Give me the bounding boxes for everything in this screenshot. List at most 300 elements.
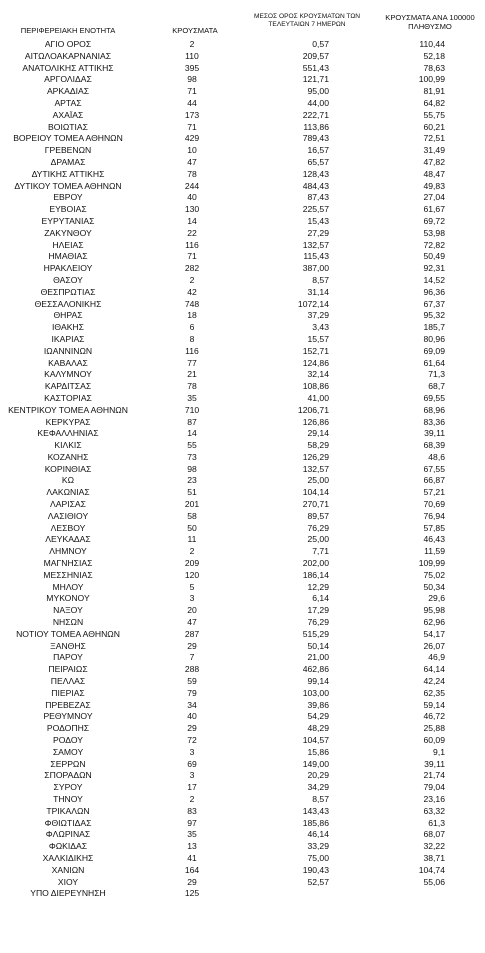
cases-cell: 116 [185, 345, 199, 356]
cases-cell: 73 [187, 451, 197, 462]
region-cell: ΧΑΛΚΙΔΙΚΗΣ [42, 852, 94, 863]
avg7-cell: 3,43 [312, 322, 329, 333]
per100k-cell: 57,85 [423, 522, 445, 533]
per100k-cell: 68,39 [423, 440, 445, 451]
cases-cell: 71 [187, 251, 197, 262]
per100k-cell: 39,11 [424, 428, 445, 439]
table-row [0, 452, 485, 464]
per100k-cell: 46,43 [423, 534, 445, 545]
per100k-cell: 79,04 [423, 782, 445, 793]
region-cell: ΠΕΛΛΑΣ [50, 676, 86, 687]
table-row [0, 570, 485, 582]
per100k-cell: 38,71 [423, 852, 445, 863]
region-cell: ΣΥΡΟΥ [53, 782, 83, 793]
region-cell: ΑΡΤΑΣ [54, 97, 82, 108]
per100k-cell: 75,02 [423, 569, 445, 580]
per100k-cell: 64,14 [423, 664, 445, 675]
per100k-cell: 27,04 [423, 192, 445, 203]
avg7-cell: 75,00 [307, 852, 329, 863]
cases-cell: 22 [187, 227, 197, 238]
per100k-cell: 14,52 [423, 274, 445, 285]
per100k-cell: 80,96 [423, 333, 445, 344]
avg7-cell: 1072,14 [297, 298, 329, 309]
region-cell: ΧΑΝΙΩΝ [51, 864, 85, 875]
per100k-cell: 92,31 [423, 263, 445, 274]
region-cell: ΚΕΝΤΡΙΚΟΥ ΤΟΜΕΑ ΑΘΗΝΩΝ [8, 404, 128, 415]
cases-cell: 98 [187, 463, 197, 474]
table-row [0, 405, 485, 417]
per100k-cell: 72,51 [423, 133, 445, 144]
cases-cell: 78 [187, 381, 197, 392]
region-cell: ΠΙΕΡΙΑΣ [51, 687, 85, 698]
region-cell: ΑΡΚΑΔΙΑΣ [46, 86, 90, 97]
cases-cell: 97 [187, 817, 197, 828]
region-cell: ΣΠΟΡΑΔΩΝ [44, 770, 92, 781]
region-cell: ΘΕΣΠΡΩΤΙΑΣ [40, 286, 96, 297]
avg7-cell: 54,29 [307, 711, 329, 722]
per100k-cell: 39,11 [424, 758, 445, 769]
avg7-cell: 12,29 [307, 581, 329, 592]
region-cell: ΡΕΘΥΜΝΟΥ [43, 711, 93, 722]
per100k-cell: 48,6 [428, 451, 445, 462]
per100k-cell: 69,72 [423, 215, 445, 226]
avg7-cell: 113,86 [303, 121, 329, 132]
region-cell: ΥΠΟ ΔΙΕΡΕΥΝΗΣΗ [30, 888, 106, 899]
avg7-cell: 87,43 [307, 192, 329, 203]
avg7-cell: 41,00 [307, 392, 329, 403]
per100k-cell: 54,17 [423, 628, 445, 639]
region-cell: ΦΛΩΡΙΝΑΣ [45, 829, 91, 840]
per100k-cell: 109,99 [418, 558, 445, 569]
table-row [0, 652, 485, 664]
cases-cell: 29 [187, 640, 197, 651]
table-row [0, 700, 485, 712]
avg7-cell: 484,43 [302, 180, 329, 191]
table-row [0, 888, 485, 900]
avg7-cell: 1206,71 [297, 404, 329, 415]
avg7-cell: 185,86 [302, 817, 329, 828]
avg7-cell: 121,71 [302, 74, 329, 85]
region-cell: ΣΕΡΡΩΝ [50, 758, 86, 769]
per100k-cell: 9,1 [433, 746, 445, 757]
region-cell: ΗΡΑΚΛΕΙΟΥ [43, 263, 93, 274]
cases-cell: 14 [187, 215, 197, 226]
per100k-cell: 67,37 [423, 298, 445, 309]
cases-cell: 44 [187, 97, 197, 108]
region-cell: ΛΑΣΙΘΙΟΥ [47, 510, 89, 521]
cases-cell: 78 [187, 168, 197, 179]
region-cell: ΔΥΤΙΚΗΣ ΑΤΤΙΚΗΣ [31, 168, 105, 179]
table-row [0, 381, 485, 393]
region-cell: ΛΕΣΒΟΥ [50, 522, 86, 533]
cases-cell: 8 [189, 333, 195, 344]
table-row [0, 546, 485, 558]
cases-cell: 288 [184, 664, 200, 675]
table-row [0, 133, 485, 145]
table-row [0, 310, 485, 322]
per100k-cell: 96,36 [423, 286, 445, 297]
table-row [0, 334, 485, 346]
avg7-cell: 132,57 [302, 463, 329, 474]
table-row [0, 735, 485, 747]
region-cell: ΣΑΜΟΥ [52, 746, 84, 757]
header-7day-average: ΜΕΣΟΣ ΟΡΟΣ ΚΡΟΥΣΜΑΤΩΝ ΤΩΝ ΤΕΛΕΥΤΑΙΩΝ 7 ΗΜΕΡΩΝ [253, 13, 361, 28]
region-cell: ΙΚΑΡΙΑΣ [51, 333, 85, 344]
table-row [0, 806, 485, 818]
per100k-cell: 57,21 [423, 487, 445, 498]
per100k-cell: 104,74 [418, 864, 445, 875]
avg7-cell: 15,86 [307, 746, 329, 757]
cases-cell: 29 [187, 876, 197, 887]
table-row [0, 499, 485, 511]
region-cell: ΕΥΡΥΤΑΝΙΑΣ [41, 215, 95, 226]
cases-cell: 41 [187, 852, 197, 863]
avg7-cell: 32,14 [307, 369, 329, 380]
per100k-cell: 50,49 [423, 251, 445, 262]
table-row [0, 346, 485, 358]
cases-cell: 55 [187, 440, 197, 451]
table-row [0, 358, 485, 370]
table-row [0, 558, 485, 570]
per100k-cell: 71,3 [428, 369, 445, 380]
per100k-cell: 67,55 [423, 463, 445, 474]
table-row [0, 157, 485, 169]
avg7-cell: 46,14 [307, 829, 329, 840]
cases-cell: 120 [184, 569, 200, 580]
table-row [0, 676, 485, 688]
region-cell: ΜΕΣΣΗΝΙΑΣ [43, 569, 93, 580]
per100k-cell: 53,98 [423, 227, 445, 238]
cases-cell: 18 [187, 310, 197, 321]
cases-cell: 17 [187, 782, 197, 793]
region-cell: ΚΑΛΥΜΝΟΥ [44, 369, 92, 380]
table-row [0, 617, 485, 629]
cases-cell: 116 [185, 239, 199, 250]
table-row [0, 782, 485, 794]
per100k-cell: 70,69 [423, 499, 445, 510]
region-cell: ΚΑΒΑΛΑΣ [48, 357, 88, 368]
table-row [0, 63, 485, 75]
region-cell: ΜΥΚΟΝΟΥ [46, 593, 90, 604]
region-cell: ΙΘΑΚΗΣ [52, 322, 84, 333]
table-row [0, 263, 485, 275]
table-row [0, 369, 485, 381]
avg7-cell: 6,14 [312, 593, 329, 604]
avg7-cell: 58,29 [307, 440, 329, 451]
avg7-cell: 115,43 [303, 251, 329, 262]
cases-cell: 164 [184, 864, 200, 875]
region-cell: ΚΟΖΑΝΗΣ [47, 451, 89, 462]
table-row [0, 593, 485, 605]
per100k-cell: 61,67 [423, 204, 445, 215]
avg7-cell: 387,00 [302, 263, 329, 274]
region-cell: ΧΙΟΥ [57, 876, 79, 887]
avg7-cell: 462,86 [302, 664, 329, 675]
per100k-cell: 52,18 [423, 50, 445, 61]
cases-cell: 110 [185, 50, 199, 61]
table-row [0, 523, 485, 535]
cases-cell: 77 [187, 357, 197, 368]
table-row [0, 74, 485, 86]
per100k-cell: 46,9 [428, 652, 445, 663]
table-row [0, 39, 485, 51]
avg7-cell: 104,57 [302, 735, 329, 746]
avg7-cell: 15,43 [307, 215, 329, 226]
avg7-cell: 33,29 [307, 841, 329, 852]
region-cell: ΠΕΙΡΑΙΩΣ [48, 664, 88, 675]
region-cell: ΔΡΑΜΑΣ [50, 156, 86, 167]
table-row [0, 829, 485, 841]
table-row [0, 216, 485, 228]
cases-cell: 83 [187, 805, 197, 816]
table-row [0, 475, 485, 487]
avg7-cell: 126,86 [302, 416, 329, 427]
avg7-cell: 551,43 [302, 62, 329, 73]
avg7-cell: 124,86 [302, 357, 329, 368]
table-row [0, 275, 485, 287]
avg7-cell: 25,00 [307, 534, 329, 545]
cases-cell: 395 [184, 62, 200, 73]
region-cell: ΤΗΝΟΥ [53, 794, 83, 804]
per100k-cell: 69,55 [423, 392, 445, 403]
per100k-cell: 50,34 [423, 581, 445, 592]
table-row [0, 110, 485, 122]
region-cell: ΕΥΒΟΙΑΣ [49, 204, 87, 215]
table-row [0, 747, 485, 759]
avg7-cell: 25,00 [307, 475, 329, 486]
per100k-cell: 55,75 [423, 109, 445, 120]
table-row [0, 818, 485, 830]
region-cell: ΚΟΡΙΝΘΙΑΣ [44, 463, 92, 474]
cases-cell: 201 [184, 499, 200, 510]
avg7-cell: 16,57 [307, 145, 329, 156]
table-row [0, 181, 485, 193]
avg7-cell: 270,71 [302, 499, 329, 510]
avg7-cell: 126,29 [302, 451, 329, 462]
cases-cell: 59 [187, 676, 197, 687]
region-cell: ΚΙΛΚΙΣ [54, 440, 82, 451]
table-row [0, 711, 485, 723]
cases-cell: 3 [189, 770, 195, 781]
region-cell: ΡΟΔΟΥ [53, 735, 83, 746]
per100k-cell: 185,7 [423, 322, 445, 333]
per100k-cell: 69,09 [423, 345, 445, 356]
per100k-cell: 95,32 [423, 310, 445, 321]
cases-cell: 50 [187, 522, 197, 533]
table-row [0, 440, 485, 452]
cases-cell: 2 [189, 274, 195, 285]
avg7-cell: 186,14 [302, 569, 329, 580]
table-row [0, 322, 485, 334]
avg7-cell: 152,71 [302, 345, 329, 356]
avg7-cell: 8,57 [312, 794, 329, 804]
region-cell: ΘΑΣΟΥ [53, 274, 83, 285]
avg7-cell: 222,71 [302, 109, 329, 120]
table-row [0, 841, 485, 853]
per100k-cell: 55,06 [423, 876, 445, 887]
per100k-cell: 26,07 [423, 640, 445, 651]
table-row [0, 122, 485, 134]
table-row [0, 145, 485, 157]
avg7-cell: 44,00 [307, 97, 329, 108]
cases-cell: 40 [187, 192, 197, 203]
avg7-cell: 76,29 [307, 617, 329, 628]
region-cell: ΑΓΙΟ ΟΡΟΣ [44, 39, 92, 49]
table-row [0, 287, 485, 299]
avg7-cell: 50,14 [307, 640, 329, 651]
region-cell: ΦΘΙΩΤΙΔΑΣ [44, 817, 92, 828]
per100k-cell: 23,16 [423, 794, 445, 804]
table-row [0, 511, 485, 523]
avg7-cell: 15,57 [307, 333, 329, 344]
table-row [0, 51, 485, 63]
per100k-cell: 62,35 [423, 687, 445, 698]
cases-cell: 34 [187, 699, 197, 710]
cases-cell: 47 [187, 617, 197, 628]
region-cell: ΒΟΙΩΤΙΑΣ [48, 121, 88, 132]
avg7-cell: 65,57 [307, 156, 329, 167]
cases-cell: 87 [187, 416, 197, 427]
region-cell: ΘΕΣΣΑΛΟΝΙΚΗΣ [34, 298, 102, 309]
per100k-cell: 47,82 [423, 156, 445, 167]
avg7-cell: 103,00 [302, 687, 329, 698]
per100k-cell: 61,3 [428, 817, 445, 828]
table-row [0, 794, 485, 806]
table-header [0, 13, 485, 39]
cases-cell: 72 [187, 735, 197, 746]
cases-cell: 748 [184, 298, 200, 309]
per100k-cell: 66,87 [423, 475, 445, 486]
cases-cell: 35 [187, 392, 197, 403]
per100k-cell: 100,99 [418, 74, 445, 85]
region-cell: ΚΑΡΔΙΤΣΑΣ [44, 381, 92, 392]
avg7-cell: 104,14 [302, 487, 329, 498]
avg7-cell: 190,43 [302, 864, 329, 875]
cases-cell: 429 [184, 133, 200, 144]
region-cell: ΤΡΙΚΑΛΩΝ [46, 805, 90, 816]
per100k-cell: 42,24 [423, 676, 445, 687]
table-row [0, 299, 485, 311]
avg7-cell: 76,29 [307, 522, 329, 533]
table-row [0, 192, 485, 204]
avg7-cell: 20,29 [307, 770, 329, 781]
table-row [0, 865, 485, 877]
region-cell: ΓΡΕΒΕΝΩΝ [44, 145, 92, 156]
avg7-cell: 225,57 [302, 204, 329, 215]
avg7-cell: 143,43 [302, 805, 329, 816]
region-cell: ΝΗΣΩΝ [52, 617, 84, 628]
per100k-cell: 59,14 [423, 699, 445, 710]
avg7-cell: 37,29 [307, 310, 329, 321]
table-row [0, 770, 485, 782]
per100k-cell: 25,88 [423, 723, 445, 734]
avg7-cell: 52,57 [307, 876, 329, 887]
per100k-cell: 76,94 [423, 510, 445, 521]
region-cell: ΝΑΞΟΥ [53, 605, 83, 616]
table-row [0, 464, 485, 476]
table-row [0, 723, 485, 735]
table-body [0, 39, 485, 900]
avg7-cell: 39,86 [307, 699, 329, 710]
table-row [0, 582, 485, 594]
cases-cell: 173 [184, 109, 200, 120]
cases-cell: 2 [189, 39, 195, 49]
avg7-cell: 27,29 [307, 227, 329, 238]
region-cell: ΑΝΑΤΟΛΙΚΗΣ ΑΤΤΙΚΗΣ [22, 62, 114, 73]
avg7-cell: 7,71 [312, 546, 329, 557]
avg7-cell: 31,14 [307, 286, 329, 297]
avg7-cell: 17,29 [307, 605, 329, 616]
cases-cell: 42 [187, 286, 197, 297]
table-row [0, 605, 485, 617]
per100k-cell: 31,49 [423, 145, 445, 156]
region-cell: ΜΗΛΟΥ [52, 581, 84, 592]
per100k-cell: 60,21 [423, 121, 445, 132]
per100k-cell: 95,98 [423, 605, 445, 616]
table-row [0, 428, 485, 440]
region-cell: ΡΟΔΟΠΗΣ [46, 723, 90, 734]
header-per-100k: ΚΡΟΥΣΜΑΤΑ ΑΝΑ 100000 ΠΛΗΘΥΣΜΟ [385, 13, 475, 31]
avg7-cell: 108,86 [302, 381, 329, 392]
cases-cell: 10 [187, 145, 197, 156]
per100k-cell: 81,91 [423, 86, 445, 97]
region-cell: ΗΛΕΙΑΣ [52, 239, 84, 250]
region-cell: ΚΕΦΑΛΛΗΝΙΑΣ [37, 428, 99, 439]
region-cell: ΛΗΜΝΟΥ [49, 546, 87, 557]
per100k-cell: 32,22 [423, 841, 445, 852]
table-row [0, 240, 485, 252]
region-cell: ΚΑΣΤΟΡΙΑΣ [44, 392, 92, 403]
per100k-cell: 60,09 [423, 735, 445, 746]
cases-cell: 51 [187, 487, 197, 498]
per100k-cell: 48,47 [423, 168, 445, 179]
cases-cell: 5 [189, 581, 195, 592]
avg7-cell: 209,57 [302, 50, 329, 61]
cases-cell: 40 [187, 711, 197, 722]
region-cell: ΗΜΑΘΙΑΣ [48, 251, 88, 262]
cases-cell: 23 [187, 475, 197, 486]
region-cell: ΛΑΡΙΣΑΣ [50, 499, 86, 510]
per100k-cell: 68,96 [423, 404, 445, 415]
region-cell: ΑΧΑΪΑΣ [52, 109, 84, 120]
cases-cell: 3 [189, 746, 195, 757]
table-row [0, 853, 485, 865]
avg7-cell: 128,43 [302, 168, 329, 179]
table-row [0, 393, 485, 405]
region-cell: ΠΑΡΟΥ [53, 652, 83, 663]
cases-cell: 98 [187, 74, 197, 85]
region-cell: ΕΒΡΟΥ [53, 192, 83, 203]
per100k-cell: 61,64 [423, 357, 445, 368]
region-cell: ΞΑΝΘΗΣ [50, 640, 86, 651]
table-row [0, 251, 485, 263]
per100k-cell: 68,07 [423, 829, 445, 840]
table-row [0, 204, 485, 216]
avg7-cell: 202,00 [302, 558, 329, 569]
avg7-cell: 132,57 [302, 239, 329, 250]
avg7-cell: 29,14 [307, 428, 329, 439]
cases-cell: 282 [184, 263, 200, 274]
table-row [0, 629, 485, 641]
avg7-cell: 21,00 [307, 652, 329, 663]
table-row [0, 417, 485, 429]
region-cell: ΘΗΡΑΣ [53, 310, 83, 321]
table-row [0, 664, 485, 676]
table-row [0, 688, 485, 700]
region-cell: ΛΑΚΩΝΙΑΣ [46, 487, 90, 498]
cases-cell: 3 [189, 593, 195, 604]
per100k-cell: 11,59 [424, 546, 445, 557]
